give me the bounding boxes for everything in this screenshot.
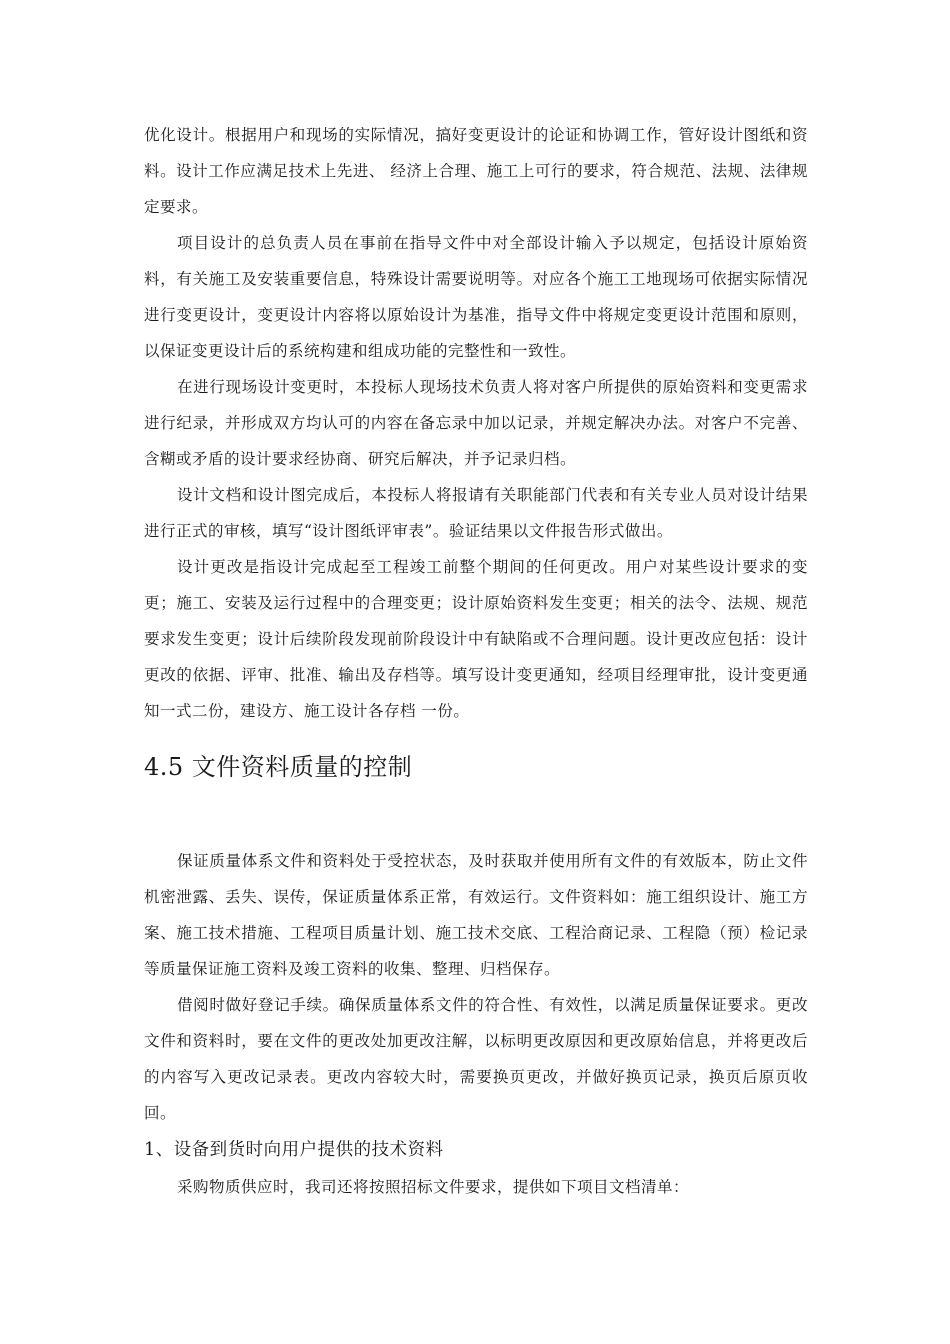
paragraph-design-optimization: 优化设计。根据用户和现场的实际情况，搞好变更设计的论证和协调工作，管好设计图纸和资料。设计工作应满足技术上先进、 经济上合理、施工上可行的要求，符合规范、法规、法律规定要求。	[144, 126, 808, 216]
paragraph-design-modification: 设计更改是指设计完成起至工程竣工前整个期间的任何更改。用户对某些设计要求的变更；施工、安装及运行过程中的合理变更；设计原始资料发生变更；相关的法令、法规、规范要求发生变更；设计后续阶段发现前阶段设计中有缺陷或不合理问题。设计更改应包括：设计更改的依据、评审、批准、输出及存档等。填写设计变更通知，经项目经理审批，设计变更通知一式二份，建设方、施工设计各存档 一份。	[144, 558, 808, 720]
subsection-heading: 1、设备到货时向用户提供的技术资料	[144, 1140, 444, 1160]
paragraph-document-changes: 借阅时做好登记手续。确保质量体系文件的符合性、有效性，以满足质量保证要求。更改文件和资料时，要在文件的更改处加更改注解，以标明更改原因和更改原始信息，并将更改后的内容写入更改记录表。更改内容较大时，需要换页更改，并做好换页记录，换页后原页收回。	[144, 996, 808, 1122]
paragraph-document-control: 保证质量体系文件和资料处于受控状态，及时获取并使用所有文件的有效版本，防止文件机密泄露、丢失、误传，保证质量体系正常，有效运行。文件资料如：施工组织设计、施工方案、施工技术措施、工程项目质量计划、施工技术交底、工程洽商记录、工程隐（预）检记录等质量保证施工资料及竣工资料的收集、整理、归档保存。	[144, 852, 808, 978]
paragraph-site-design-change: 在进行现场设计变更时，本投标人现场技术负责人将对客户所提供的原始资料和变更需求进行纪录，并形成双方均认可的内容在备忘录中加以记录，并规定解决办法。对客户不完善、含糊或矛盾的设计要求经协商、研究后解决，并予记录归档。	[144, 378, 808, 468]
paragraph-design-review: 设计文档和设计图完成后，本投标人将报请有关职能部门代表和有关专业人员对设计结果进行正式的审核，填写“设计图纸评审表”。验证结果以文件报告形式做出。	[144, 486, 808, 540]
section-spacer	[144, 799, 808, 843]
document-body	[144, 117, 808, 1205]
paragraph-document-list-intro: 采购物质供应时，我司还将按照招标文件要求，提供如下项目文档清单：	[177, 1178, 690, 1196]
paragraph-design-input: 项目设计的总负责人员在事前在指导文件中对全部设计输入予以规定，包括设计原始资料，有关施工及安装重要信息，特殊设计需要说明等。对应各个施工工地现场可依据实际情况进行变更设计，变更设计内容将以原始设计为基准，指导文件中将规定变更设计范围和原则，以保证变更设计后的系统构建和组成功能的完整性和一致性。	[144, 234, 808, 360]
section-heading: 4.5 文件资料质量的控制	[144, 753, 413, 781]
